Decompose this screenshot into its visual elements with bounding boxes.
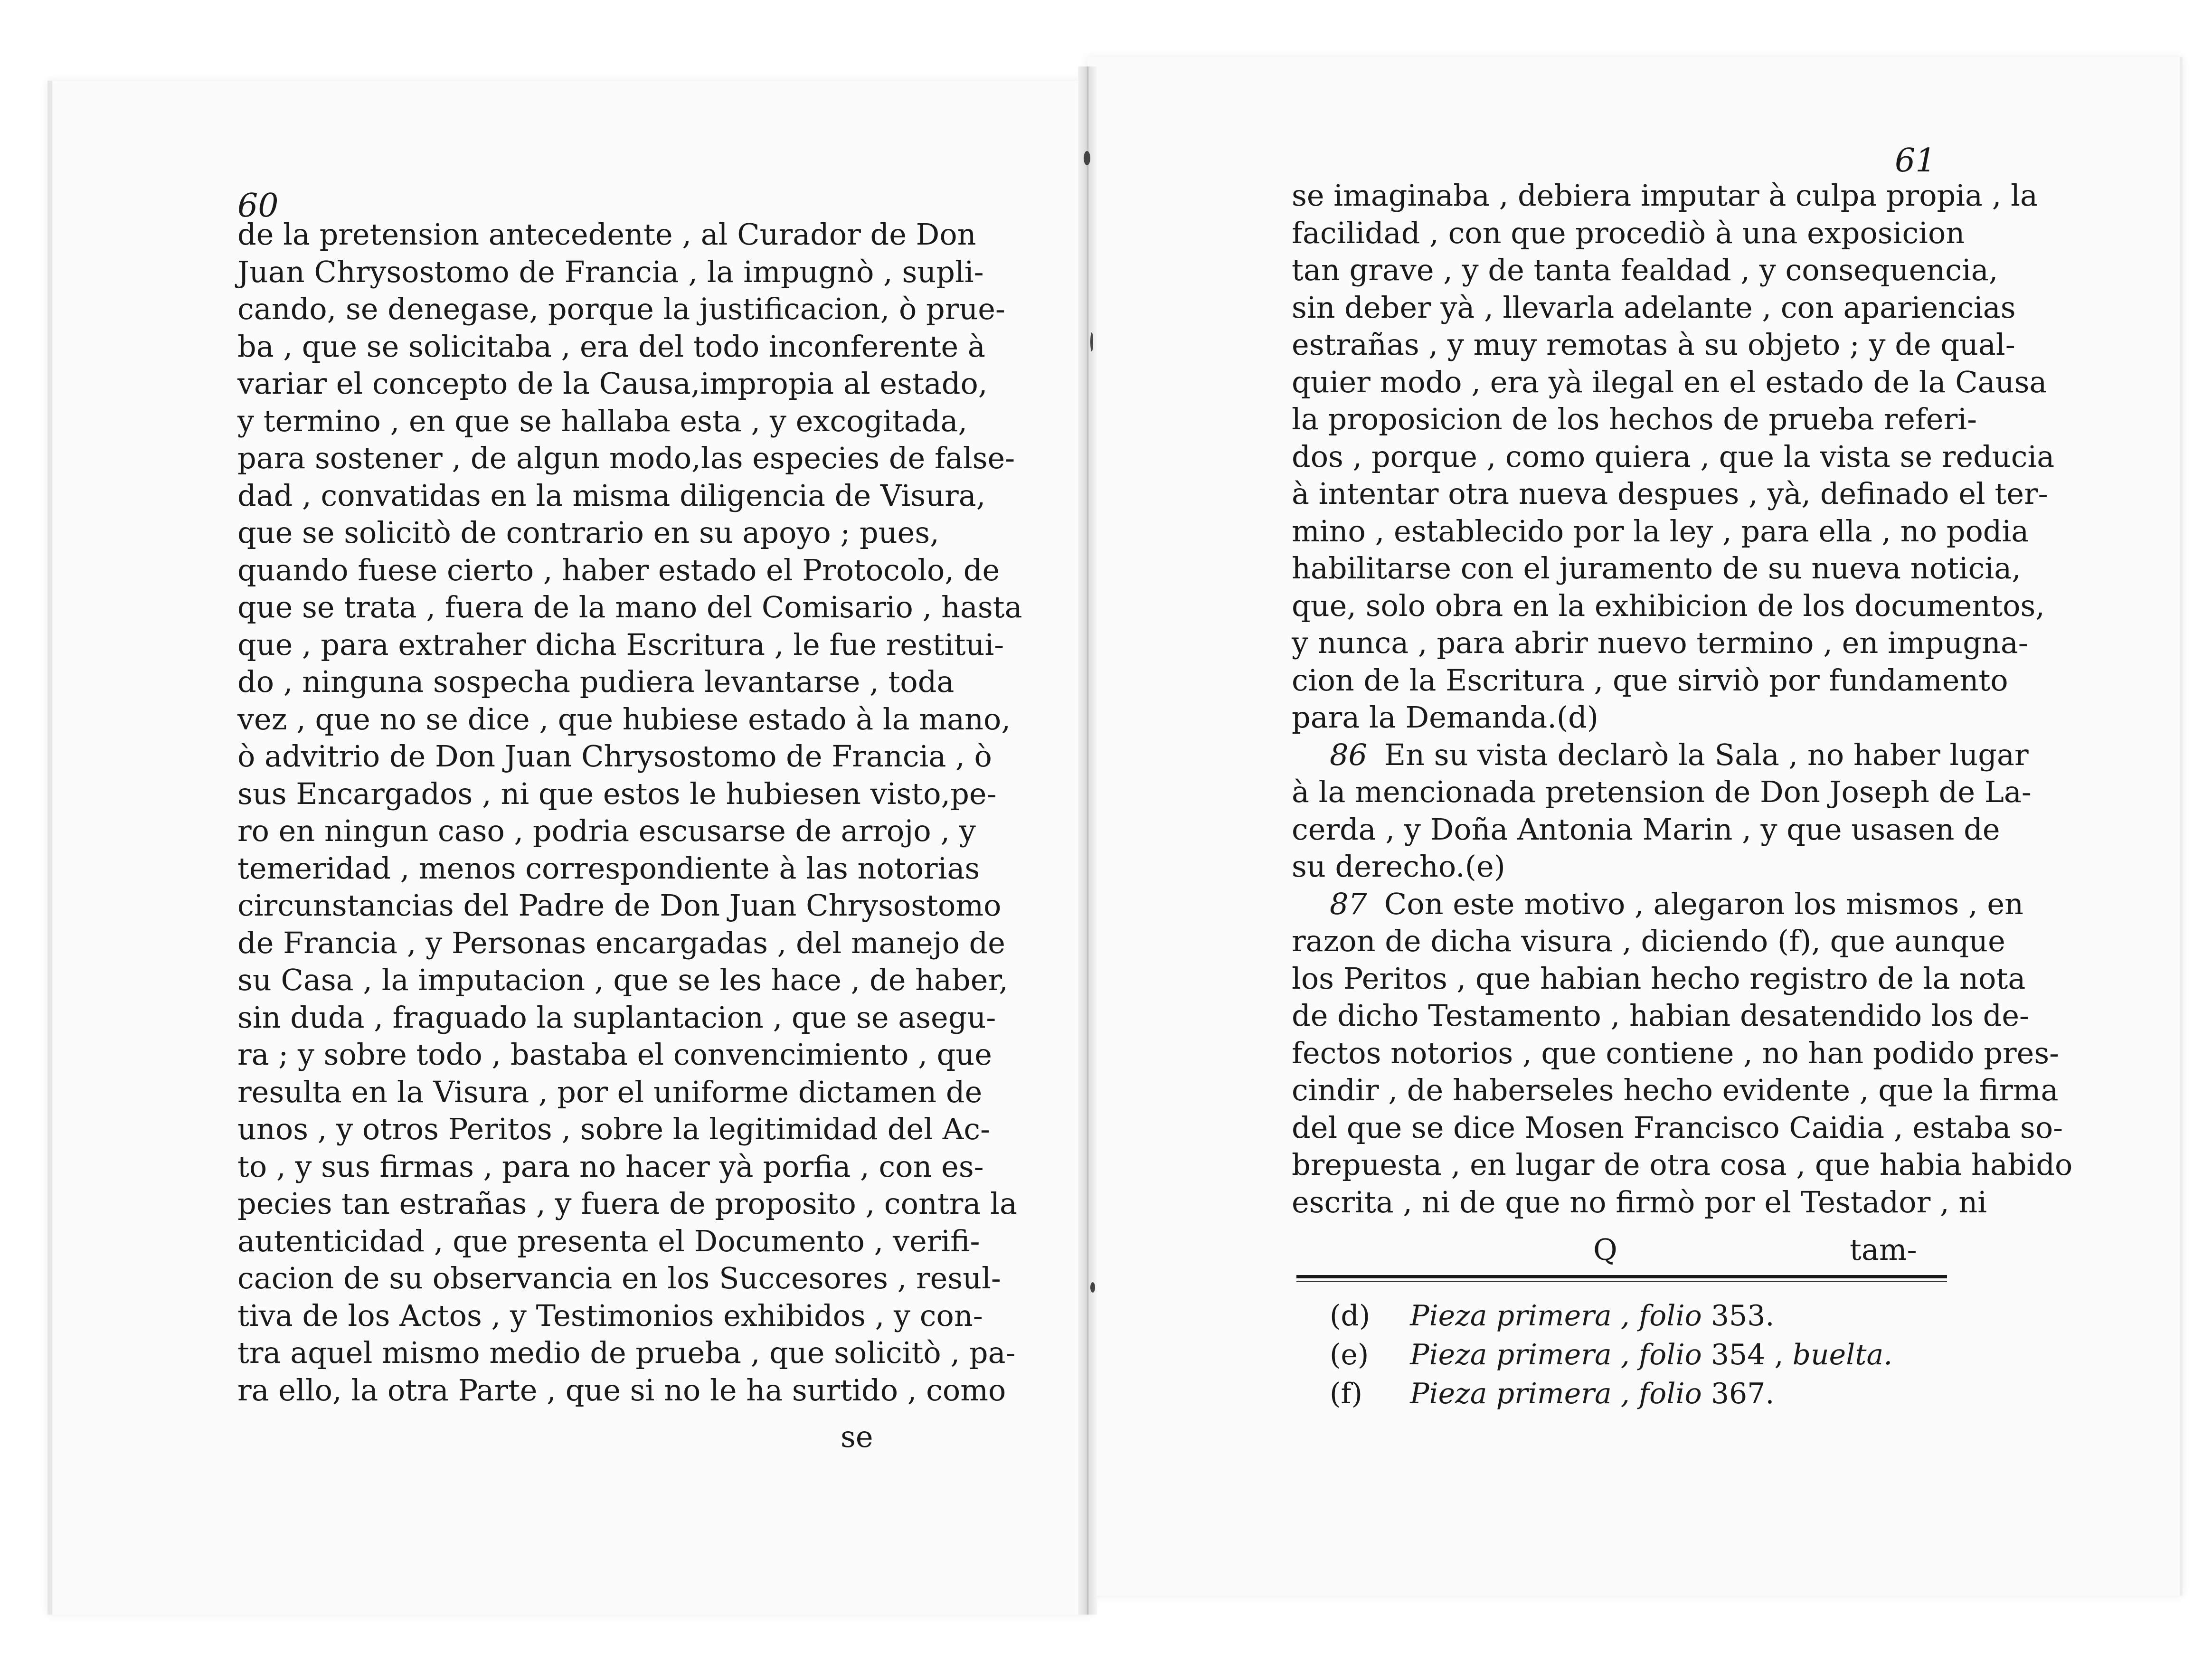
text-line: cion de la Escritura , que sirviò por fundamento <box>1292 662 2008 698</box>
text-line: de dicho Testamento , habian desatendido los de- <box>1292 998 2029 1033</box>
footnote-folio: 353. <box>1711 1299 1775 1332</box>
footnotes <box>1330 1296 1892 1413</box>
ink-speck <box>1090 1282 1095 1293</box>
text-line: resulta en la Visura , por el uniforme dictamen de <box>237 1074 983 1109</box>
text-line: quando fuese cierto , haber estado el Protocolo, de <box>237 552 1000 587</box>
text-line: estrañas , y muy remotas à su objeto ; y de qual- <box>1292 327 2015 362</box>
text-line: y nunca , para abrir nuevo termino , en impugna- <box>1292 625 2028 660</box>
text-line: vez , que no se dice , que hubiese estado à la mano, <box>237 701 1011 737</box>
text-line: à la mencionada pretension de Don Joseph de La- <box>1292 775 2032 809</box>
footnote-rule-thin <box>1296 1281 1947 1282</box>
text-line: temeridad , menos correspondiente à las notorias <box>237 850 980 886</box>
left-page-number: 60 <box>237 187 279 225</box>
paragraph-86-first-line <box>1292 737 2029 774</box>
text-line: cacion de su observancia en los Succesores , resul- <box>237 1261 1001 1295</box>
footnote-text: Pieza primera , folio <box>1410 1377 1702 1410</box>
text-line: que se trata , fuera de la mano del Comisario , hasta <box>237 590 1022 624</box>
text-line: de Francia , y Personas encargadas , del manejo de <box>237 925 1005 960</box>
text-line: unos , y otros Peritos , sobre la legitimidad del Ac- <box>237 1112 991 1146</box>
left-catchword: se <box>841 1419 873 1454</box>
text-line: sus Encargados , ni que estos le hubiesen visto,pe- <box>237 776 997 811</box>
text-line: ro en ningun caso , podria escusarse de arrojo , y <box>237 813 976 848</box>
footnote-label: (f) <box>1330 1377 1363 1410</box>
text-line: ò advitrio de Don Juan Chrysostomo de Francia , ò <box>237 739 992 774</box>
footnote-suffix: buelta. <box>1792 1338 1893 1371</box>
paragraph-87-first-line <box>1292 886 2024 923</box>
text-line: tan grave , y de tanta fealdad , y consequencia, <box>1292 253 1998 287</box>
paragraph-number: 86 <box>1330 737 1367 772</box>
text-line: Juan Chrysostomo de Francia , la impugnò , supli- <box>237 254 984 289</box>
text-line: sin deber yà , llevarla adelante , con apariencias <box>1292 290 2016 325</box>
right-catchword: tam- <box>1850 1232 1917 1267</box>
text-line: autenticidad , que presenta el Documento , verifi- <box>237 1223 980 1258</box>
text-line: que se solicitò de contrario en su apoyo ; pues, <box>237 515 939 550</box>
paragraph-number: 87 <box>1330 886 1367 921</box>
text-line: fectos notorios , que contiene , no han podido pres- <box>1292 1035 2060 1070</box>
text-line: circunstancias del Padre de Don Juan Chrysostomo <box>237 888 1002 923</box>
footnote-text: Pieza primera , folio <box>1410 1338 1702 1371</box>
text-line: tiva de los Actos , y Testimonios exhibidos , y con- <box>237 1298 983 1333</box>
footnote-rule <box>1296 1275 1947 1278</box>
book-gutter <box>1078 66 1097 1615</box>
text-line: del que se dice Mosen Francisco Caidia , estaba so- <box>1292 1110 2063 1145</box>
text-line: se imaginaba , debiera imputar à culpa propia , la <box>1292 178 2038 213</box>
footnote-label: (e) <box>1330 1338 1369 1371</box>
text-line: ra ; y sobre todo , bastaba el convencimiento , que <box>237 1037 992 1072</box>
text-segment: Con este motivo , alegaron los mismos , en <box>1384 886 2024 921</box>
text-line: tra aquel mismo medio de prueba , que solicitò , pa- <box>237 1335 1016 1370</box>
left-page-text <box>237 216 1022 1409</box>
ink-speck <box>1084 151 1090 165</box>
footnote <box>1330 1374 1892 1413</box>
text-line: cindir , de haberseles hecho evidente , que la firma <box>1292 1073 2059 1107</box>
text-segment: En su vista declarò la Sala , no haber lugar <box>1384 737 2029 772</box>
text-line: ba , que se solicitaba , era del todo inconferente à <box>237 329 985 364</box>
text-line: los Peritos , que habian hecho registro de la nota <box>1292 961 2026 996</box>
ink-speck <box>1090 332 1093 351</box>
footnote <box>1330 1335 1892 1374</box>
text-line: cerda , y Doña Antonia Marin , y que usasen de <box>1292 812 2000 847</box>
text-line: escrita , ni de que no firmò por el Testador , ni <box>1292 1184 1987 1219</box>
footnote-folio: 354 , <box>1711 1338 1784 1371</box>
text-line: dad , convatidas en la misma diligencia de Visura, <box>237 478 986 513</box>
text-line: variar el concepto de la Causa,impropia al estado, <box>237 366 988 401</box>
footnote-label: (d) <box>1330 1299 1371 1332</box>
text-line: la proposicion de los hechos de prueba referi- <box>1292 402 1977 436</box>
footnote-folio: 367. <box>1711 1377 1775 1410</box>
text-line: sin duda , fraguado la suplantacion , que se asegu- <box>237 1000 996 1035</box>
text-line: facilidad , con que procediò à una exposicion <box>1292 215 1965 250</box>
text-line: to , y sus firmas , para no hacer yà porfia , con es- <box>237 1149 984 1184</box>
footnote <box>1330 1296 1892 1335</box>
text-line: habilitarse con el juramento de su nueva noticia, <box>1292 551 2021 586</box>
text-line: ra ello, la otra Parte , que si no le ha surtido , como <box>237 1372 1006 1408</box>
text-line: brepuesta , en lugar de otra cosa , que habia habido <box>1292 1147 2073 1182</box>
text-line: su Casa , la imputacion , que se les hace , de haber, <box>237 963 1008 997</box>
signature-mark: Q <box>1593 1232 1617 1267</box>
text-line: que, solo obra en la exhibicion de los documentos, <box>1292 588 2045 623</box>
text-line: y termino , en que se hallaba esta , y excogitada, <box>237 403 968 438</box>
text-line: razon de dicha visura , diciendo (f), que aunque <box>1292 924 2005 958</box>
text-line: do , ninguna sospecha pudiera levantarse , toda <box>237 664 955 699</box>
text-line: quier modo , era yà ilegal en el estado de la Causa <box>1292 364 2047 399</box>
text-line: à intentar otra nueva despues , yà, definado el ter- <box>1292 476 2048 511</box>
text-line: para la Demanda.(d) <box>1292 700 1598 735</box>
text-line: mino , establecido por la ley , para ella , no podia <box>1292 513 2029 548</box>
text-line: su derecho.(e) <box>1292 849 1505 884</box>
footnote-text: Pieza primera , folio <box>1410 1299 1702 1332</box>
right-page-number: 61 <box>1895 142 1936 180</box>
text-line: pecies tan estrañas , y fuera de proposito , contra la <box>237 1186 1017 1221</box>
text-line: que , para extraher dicha Escritura , le fue restitui- <box>237 627 1004 662</box>
text-line: de la pretension antecedente , al Curador de Don <box>237 217 976 252</box>
text-line: cando, se denegase, porque la justificacion, ò prue- <box>237 292 1005 326</box>
right-page-text <box>1292 177 2073 1221</box>
text-line: dos , porque , como quiera , que la vista se reducia <box>1292 439 2055 474</box>
text-line: para sostener , de algun modo,las especies de false- <box>237 441 1015 475</box>
